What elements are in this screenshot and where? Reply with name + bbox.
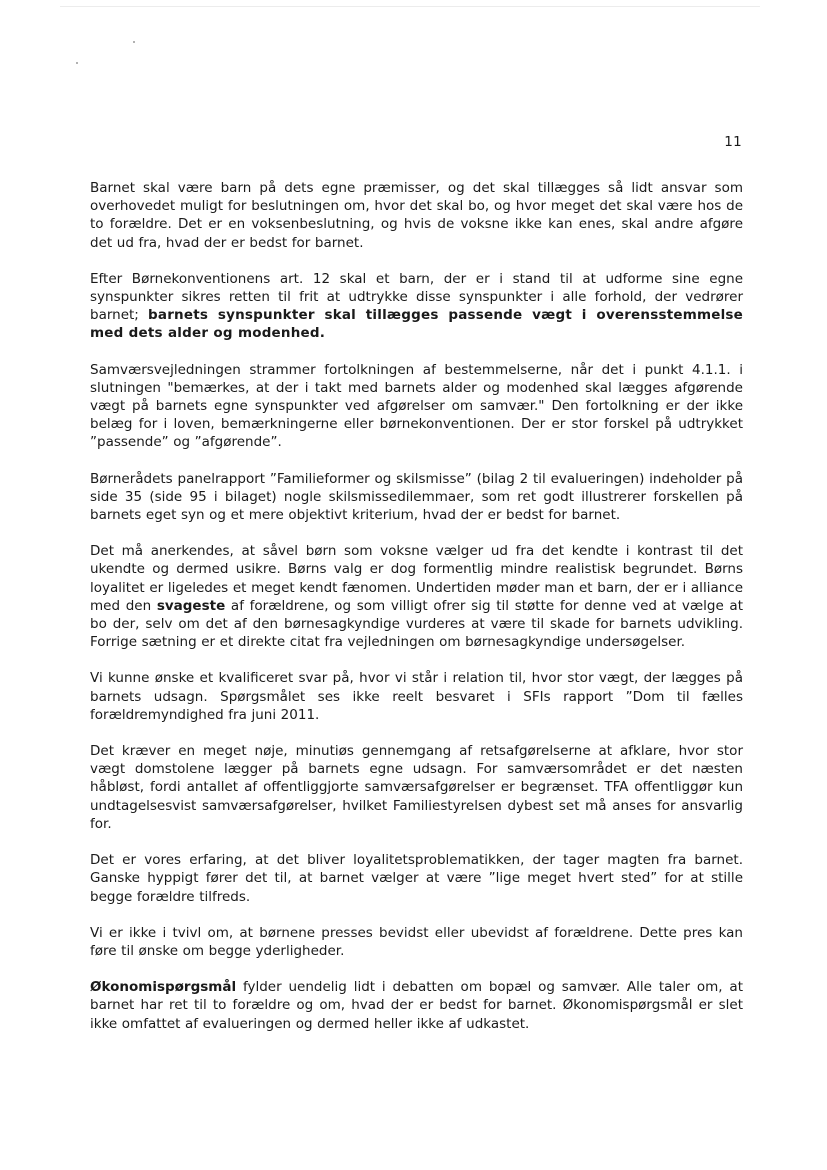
scan-speck	[76, 62, 78, 64]
emphasis-text: barnets synspunkter skal tillægges passende vægt i overensstemmelse med dets alder og modenhed.	[90, 307, 744, 342]
paragraph-panel-report: Børnerådets panelrapport ”Familieformer og skilsmisse” (bilag 2 til evalueringen) indeholder på side 35 (side 95 i bilaget) nogle skilsmissedilemmaer, som ret godt illustrerer forskellen på barnets eget syn og et mere objektivt kriterium, hvad der er bedst for barnet.	[90, 470, 743, 524]
paragraph-child-premises: Barnet skal være barn på dets egne præmisser, og det skal tillægges så lidt ansvar som overhovedet muligt for beslutningen om, hvor det skal bo, og hvor meget det skal være hos de to forældre. Det er en voksenbeslutning, og hvis de voksne ikke kan enes, skal andre afgøre det ud fra, hvad der er bedst for barnet.	[90, 180, 743, 251]
emphasis-text: svageste	[156, 597, 226, 614]
paragraph-visitation-guidance: Samværsvejledningen strammer fortolkningen af bestemmelserne, når det i punkt 4.1.1. i slutningen "bemærkes, at der i takt med barnets alder og modenhed skal lægges afgørende vægt på barnets egne synspunkter ved afgørelser om samvær." Den fortolkning er der ikke belæg for i loven, bemærkningerne eller børnekonventionen. Der er stor forskel på udtrykket ”passende” og ”afgørende”.	[90, 361, 743, 451]
page-number: 11	[724, 134, 742, 150]
scan-speck	[133, 41, 135, 43]
emphasis-text: Økonomispørgsmål	[90, 979, 237, 996]
paragraph-text: af forældrene, og som villigt ofrer sig til støtte for denne ved at vælge at bo der, selv om det af den børnesagkyndige vurderes at være til skade for barnets udvikling. Forrige sætning er et direkte citat fra vejledningen om børnesagkyndige undersøgelser.	[90, 597, 743, 651]
paragraph-loyalty	[90, 542, 743, 651]
paragraph-qualified-answer: Vi kunne ønske et kvalificeret svar på, hvor vi står i relation til, hvor stor vægt, der lægges på barnets udsagn. Spørgsmålet ses ikke reelt besvaret i SFIs rapport ”Dom til fælles forældremyndighed fra juni 2011.	[90, 670, 743, 723]
document-body	[90, 179, 743, 1051]
paragraph-court-decisions: Det kræver en meget nøje, minutiøs gennemgang af retsafgørelserne at afklare, hvor stor vægt domstolene lægger på barnets egne udsagn. For samværsområdet er det næsten håbløst, fordi antallet af offentliggjorte samværsafgørelser er begrænset. TFA offentliggør kun undtagelsesvist samværsafgørelser, hvilket Familiestyrelsen dybest set må anses for ansvarlig for.	[90, 743, 743, 832]
paragraph-text: Det må anerkendes, at såvel børn som voksne vælger ud fra det kendte i kontrast til det ukendte og dermed usikre. Børns valg er dog formentlig mindre realistisk begrundet. Børns loyalitet er ligeledes et meget kendt fænomen. Undertiden møder man et barn, der er i alliance med den	[90, 543, 743, 614]
paragraph-economy	[90, 978, 743, 1033]
paragraph-text: fylder uendelig lidt i debatten om bopæl og samvær. Alle taler om, at barnet har ret til to forældre og om, hvad der er bedst for barnet. Økonomispørgsmål er slet ikke omfattet af evalueringen og dermed heller ikke af udkastet.	[90, 979, 743, 1032]
paragraph-convention-article-12	[90, 270, 743, 343]
paragraph-experience: Det er vores erfaring, at det bliver loyalitetsproblematikken, der tager magten fra barnet. Ganske hyppigt fører det til, at barnet vælger at være ”lige meget hvert sted” for at stille begge forældre tilfreds.	[90, 852, 743, 905]
scan-edge-line	[60, 6, 760, 7]
paragraph-text: Efter Børnekonventionens art. 12 skal et barn, der er i stand til at udforme sine egne synspunkter sikres retten til frit at udtrykke disse synspunkter i alle forhold, der vedrører barnet;	[90, 270, 743, 324]
paragraph-pressure: Vi er ikke i tvivl om, at børnene presses bevidst eller ubevidst af forældrene. Dette pres kan føre til ønske om begge yderligheder.	[90, 924, 743, 959]
